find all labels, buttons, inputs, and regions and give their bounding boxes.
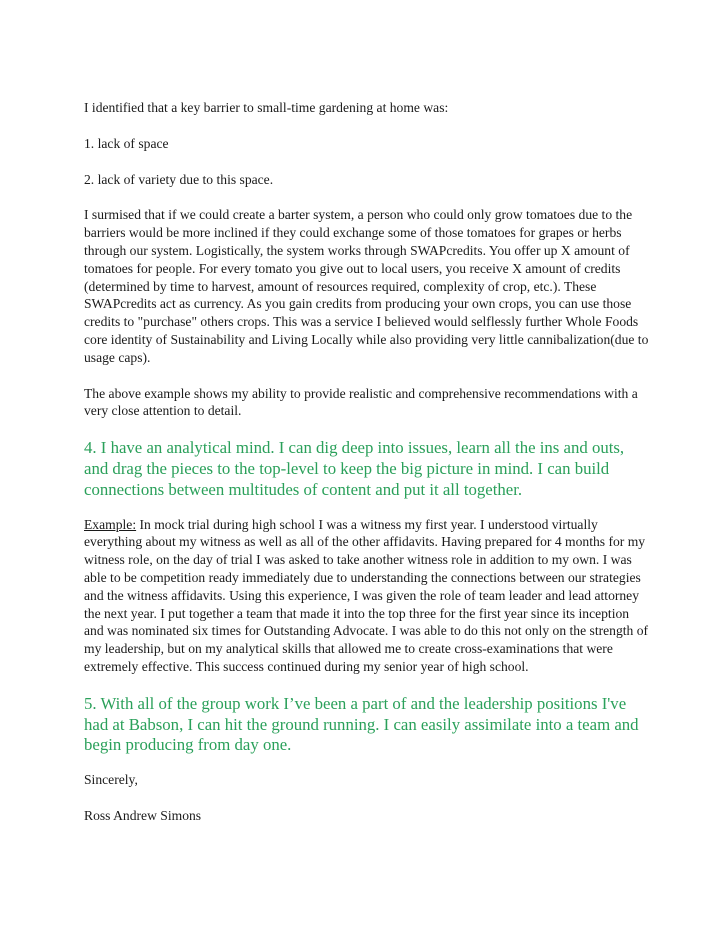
list-item-space: 1. lack of space bbox=[84, 135, 169, 151]
example-text: In mock trial during high school I was a witness my first year. I understood virtually everything about my witness as well as all of the other affidavits. Having prepared for 4 months for my witness role, on the day of trial I was asked to take another witness role in addition to my own. I was able to be competition ready immediately due to understanding the connections between our strategies and the witness affidavits. Using this experience, I was given the role of team leader and lead attorney the next year. I put together a team that made it into the top three for the first year since its inception and was nominated six times for Outstanding Advocate. I was able to do this not only on the strength of my leadership, but on my analytical skills that allowed me to create cross-examinations that were extremely effective. This success continued during my senior year of high school. bbox=[84, 516, 649, 674]
point-5-heading: 5. With all of the group work I’ve been a part of and the leadership positions I've had at Babson, I can hit the ground running. I can easily assimilate into a team and begin producing from day one. bbox=[84, 693, 639, 755]
document-page bbox=[84, 99, 650, 825]
intro-line: I identified that a key barrier to small-time gardening at home was: bbox=[84, 100, 449, 115]
list-item-variety: 2. lack of variety due to this space. bbox=[84, 171, 274, 187]
mock-trial-paragraph bbox=[84, 516, 650, 676]
example-summary-paragraph: The above example shows my ability to provide realistic and comprehensive recommendations with a very close attention to detail. bbox=[84, 385, 638, 419]
signature: Ross Andrew Simons bbox=[84, 807, 202, 823]
example-label: Example: bbox=[84, 516, 137, 532]
closing: Sincerely, bbox=[84, 772, 138, 788]
swap-paragraph: I surmised that if we could create a barter system, a person who could only grow tomatoes due to the barriers would be more inclined if they could exchange some of those tomatoes for grapes or herbs through our system. Logistically, the system works through SWAPcredits. You offer up X amount of tomatoes for people. For every tomato you give out to local users, you receive X amount of credits (determined by time to harvest, amount of resources required, complexity of crop, etc.). These SWAPcredits act as currency. As you gain credits from producing your own crops, you can use those credits to "purchase" others crops. This was a service I believed would selflessly further Whole Foods core identity of Sustainability and Living Locally while also providing very little cannibalization(due to usage caps). bbox=[84, 207, 649, 365]
point-4-heading: 4. I have an analytical mind. I can dig deep into issues, learn all the ins and outs, and drag the pieces to the top-level to keep the big picture in mind. I can build connections between multitudes of content and put it all together. bbox=[84, 438, 625, 499]
